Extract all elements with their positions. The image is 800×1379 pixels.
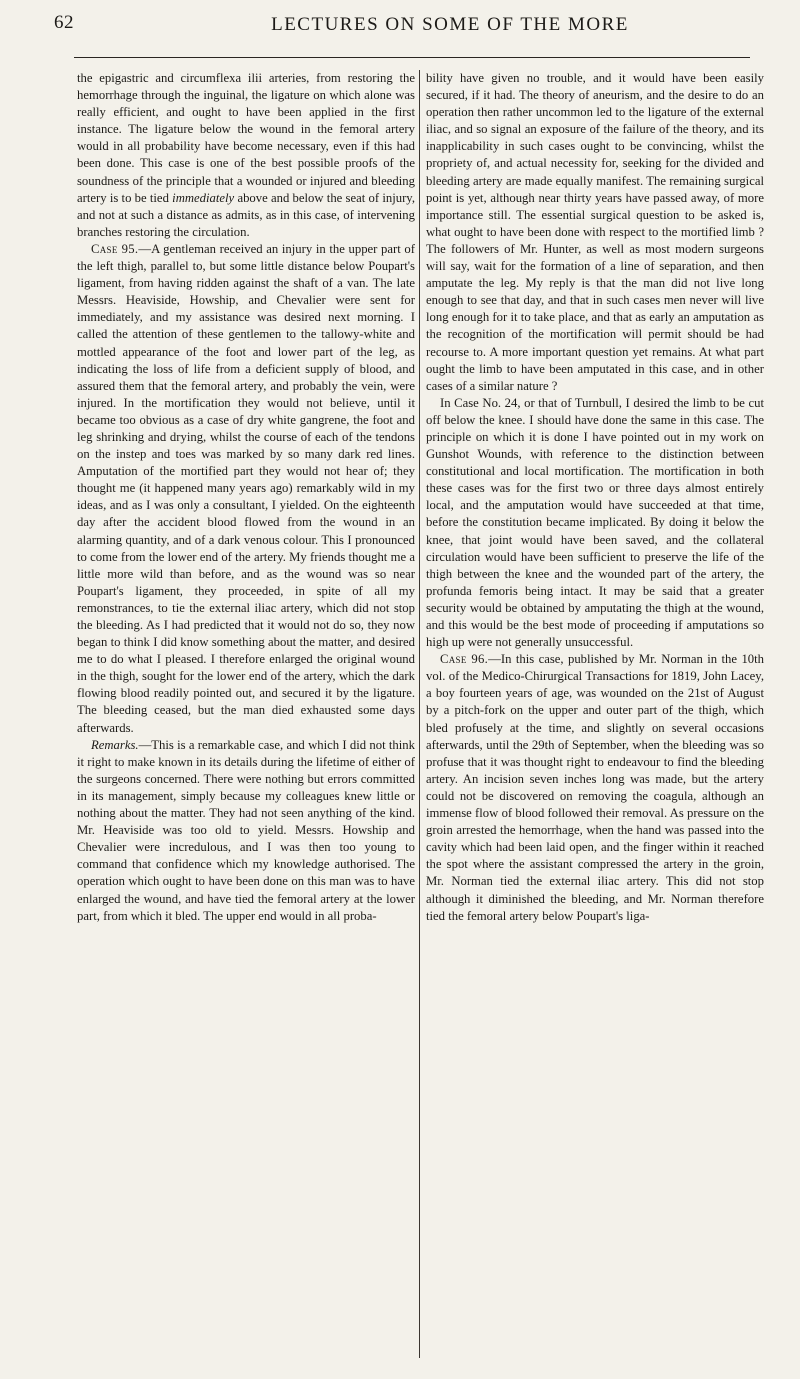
paragraph: In Case No. 24, or that of Turnbull, I desired the limb to be cut off below the knee. I should have done the same in this case. The principle on which it is done I have pointed out in my work on Gunshot Wounds, with reference to the distinction between constitutional and local mortification. The mortification in both these cases was for the first two or three days almost entirely local, and the amputation would have succeeded at that time, before the constitution became implicated. By doing it below the knee, that joint would have been saved, and the collateral circulation would have been sufficient to preserve the life of the thigh between the knee and the wounded part of the artery, the profunda femoris being intact. It may be said that a greater security would be obtained by amputating the thigh at the wound, and this would be the best mode of proceeding if amputations so high up were not generally unsuccessful. — [426, 395, 764, 650]
text-run: —In this case, published by Mr. Norman in the 10th vol. of the Medico-Chirurgical Transactions for 1819, John Lacey, a boy fourteen years of age, was wounded on the 21st of August by a pitch-fork on the upper and outer part of the thigh, which bled profusely at the time, and slightly on several occasions afterwards, until the 29th of September, when the bleeding was so profuse that it was thought right to endeavour to find the bleeding artery. An incision seven inches long was made, but the artery could not be discovered on removing the coagula, although an immense flow of blood followed their removal. As pressure on the groin arrested the hemorrhage, when the hand was passed into the cavity which had been laid open, and the finger within it reached the spot where the assistant compressed the artery in the groin, Mr. Norman tied the external iliac artery. This did not stop although it diminished the bleeding, and Mr. Norman therefore tied the femoral artery below Poupart's liga- — [426, 652, 764, 923]
text-run: —This is a remarkable case, and which I did not think it right to make known in its details during the lifetime of either of the surgeons concerned. There were nothing but errors committed in its management, simply because my colleagues knew little or nothing about the matter. They had not seen anything of the kind. Mr. Heaviside was too old to yield. Messrs. Howship and Chevalier were incredulous, and I was then too young to command that confidence which my knowledge authorised. The operation which ought to have been done on this man was to have enlarged the wound, and have tied the femoral artery at the lower part, from which it bled. The upper end would in all proba- — [77, 737, 415, 923]
running-head: LECTURES ON SOME OF THE MORE — [271, 14, 629, 35]
remarks-paragraph — [77, 737, 415, 925]
case-96-paragraph — [426, 651, 764, 925]
header-rule — [74, 57, 750, 58]
text-run: —A gentleman received an injury in the upper part of the left thigh, parallel to, but some little distance below Poupart's ligament, from having ridden against the shaft of a van. The late Messrs. Heaviside, Howship, and Chevalier were sent for immediately, and my assistance was desired next morning. I called the attention of these gentlemen to the tallowy-white and mottled appearance of the foot and lower part of the leg, as indicating the loss of life from a deficient supply of blood, and assured them that the femoral artery, and probably the vein, were injured. In the mortification they would not believe, until it became too obvious as a case of dry white gangrene, the foot and leg shrinking and drying, whilst the course of each of the tendons on the instep and toes was marked by so many dark red lines. Amputation of the mortified part they would not hear of; they thought me (it happened many years ago) remarkably wild in my ideas, and as I was only a consultant, I yielded. On the eighteenth day after the accident blood flowed from the wound in an alarming quantity, and of a dark venous colour. This I pronounced to come from the lower end of the artery. My friends thought me a little more wild than before, and as the wound was so near Poupart's ligament, they proceeded, in spite of all my remonstrances, to tie the external iliac artery, which did not stop the bleeding. As I had predicted that it would not do so, they now began to think I did know something about the matter, and desired me to do what I pleased. I therefore enlarged the original wound in the thigh, sought for the lower end of the artery, which the dark flowing blood readily pointed out, and secured it by the ligature. The bleeding ceased, but the man died exhausted some days afterwards. — [77, 241, 415, 735]
paragraph — [77, 70, 415, 241]
text-run: the epigastric and circumflexa ilii arteries, from restoring the hemorrhage through the inguinal, the ligature on which alone was really efficient, and ought to have been applied in the first instance. The ligature below the wound in the femoral artery would in all probability have become necessary, even if this had been done. This case is one of the best possible proofs of the soundness of the principle that a wounded or injured and bleeding artery is to be tied — [77, 71, 415, 205]
italic-emphasis: immediately — [172, 190, 235, 205]
column-divider — [419, 70, 420, 1358]
case-95-paragraph — [77, 241, 415, 737]
right-column — [426, 70, 764, 1360]
case-label: Case 95. — [91, 241, 139, 256]
case-label: Case 96. — [440, 652, 489, 667]
remarks-label: Remarks. — [91, 737, 139, 752]
text-run: above and below the seat of injury, and not at such a distance as admits, as in this case, of intervening branches restoring the circulation. — [77, 190, 415, 239]
paragraph: bility have given no trouble, and it would have been easily secured, if it had. The theory of aneurism, and the desire to do an operation then rather uncommon led to the ligature of the external iliac, and so signal an exposure of the failure of the theory, and its inapplicability in such cases ought to be convincing, whilst the propriety of, and actual necessity for, seeking for the divided and bleeding artery are made equally manifest. The remaining surgical point is yet, although near thirty years have passed away, of more importance still. The essential surgical question to be asked is, what ought to have been done with respect to the mortified limb ? The followers of Mr. Hunter, as well as most modern surgeons will say, wait for the formation of a line of separation, and then amputate the leg. My reply is that the man did not live long enough to see that day, and that in such cases men never will live long enough for it to take place, and that as early an amputation as the recognition of the mortification will permit should be had recourse to. A more important question yet remains. At what part ought the limb to have been amputated in this case, and in other cases of a similar nature ? — [426, 71, 764, 393]
page-number: 62 — [54, 12, 74, 33]
left-column — [77, 70, 415, 1360]
